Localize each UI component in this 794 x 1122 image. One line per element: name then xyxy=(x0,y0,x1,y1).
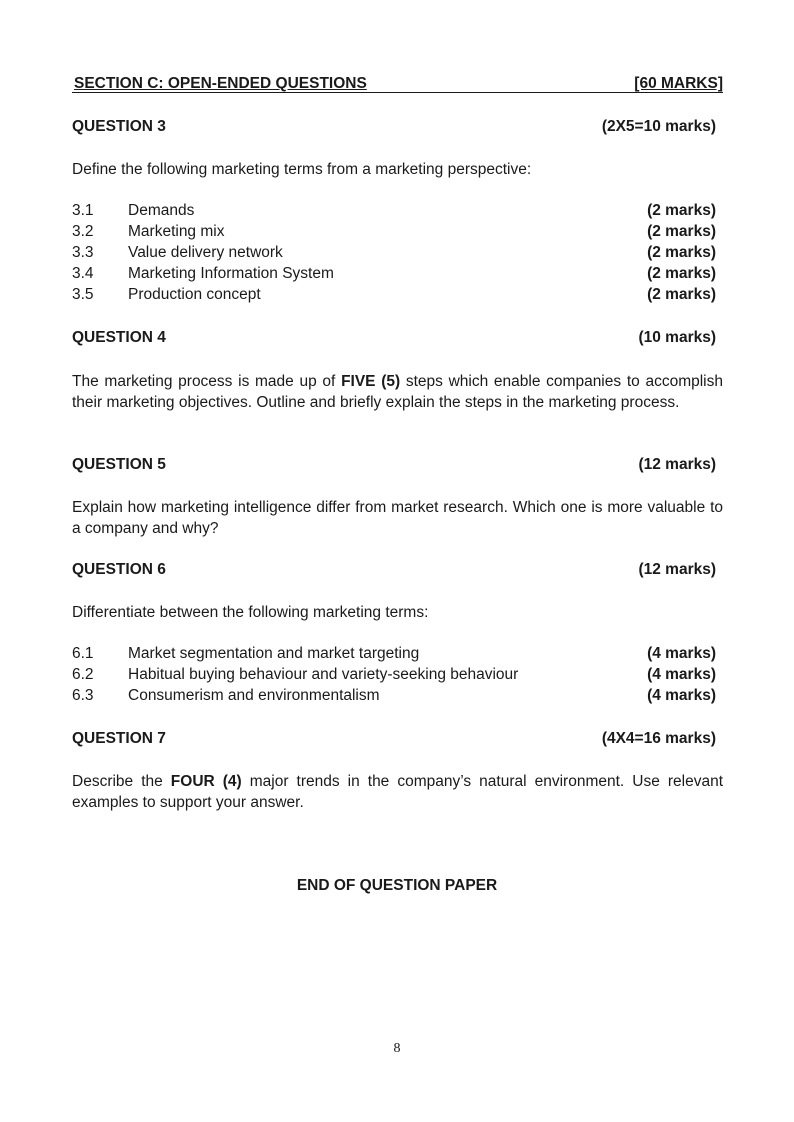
question-5-heading xyxy=(72,456,716,476)
question-7-text xyxy=(72,771,723,813)
item-number: 3.5 xyxy=(72,286,94,303)
question-5-label: QUESTION 5 xyxy=(72,456,166,473)
list-item xyxy=(72,202,716,222)
question-4-text xyxy=(72,371,723,413)
item-text: Habitual buying behaviour and variety-seeking behaviour xyxy=(128,666,519,683)
item-number: 3.1 xyxy=(72,202,94,219)
item-marks: (2 marks) xyxy=(647,265,716,282)
item-text: Marketing Information System xyxy=(128,265,334,282)
list-item xyxy=(72,666,716,686)
item-marks: (2 marks) xyxy=(647,286,716,303)
list-item xyxy=(72,286,716,306)
item-number: 6.1 xyxy=(72,645,94,662)
item-text: Consumerism and environmentalism xyxy=(128,687,380,704)
item-marks: (2 marks) xyxy=(647,202,716,219)
item-number: 3.4 xyxy=(72,265,94,282)
section-title: SECTION C: OPEN-ENDED QUESTIONS xyxy=(74,75,367,92)
question-5-text: Explain how marketing intelligence differ from market research. Which one is more valuable to a company and why? xyxy=(72,499,723,537)
question-7-label: QUESTION 7 xyxy=(72,730,166,747)
question-4-emphasis: FIVE (5) xyxy=(341,373,401,390)
page-number: 8 xyxy=(393,1041,401,1056)
question-3-intro: Define the following marketing terms from a marketing perspective: xyxy=(72,161,532,178)
question-4-text-before: The marketing process is made up of xyxy=(72,373,342,390)
question-7-text-after: major trends in the company’s natural environment. Use relevant examples to support your answer. xyxy=(72,773,724,811)
item-text: Value delivery network xyxy=(128,244,283,261)
item-marks: (2 marks) xyxy=(647,244,716,261)
item-text: Production concept xyxy=(128,286,261,303)
section-marks: [60 MARKS] xyxy=(634,75,723,92)
question-7-text-before: Describe the xyxy=(72,773,171,790)
question-4-heading xyxy=(72,329,716,349)
list-item xyxy=(72,223,716,243)
question-6-intro: Differentiate between the following marketing terms: xyxy=(72,604,429,621)
question-6-heading xyxy=(72,561,716,581)
question-3-heading xyxy=(72,118,716,138)
question-6-label: QUESTION 6 xyxy=(72,561,166,578)
question-7-emphasis: FOUR (4) xyxy=(170,773,242,790)
item-number: 6.2 xyxy=(72,666,94,683)
question-7-marks: (4X4=16 marks) xyxy=(601,730,716,747)
item-number: 6.3 xyxy=(72,687,94,704)
list-item xyxy=(72,244,716,264)
question-6-marks: (12 marks) xyxy=(638,561,716,578)
question-4-label: QUESTION 4 xyxy=(72,329,166,346)
item-number: 3.3 xyxy=(72,244,94,261)
item-text: Market segmentation and market targeting xyxy=(128,645,420,662)
item-marks: (4 marks) xyxy=(647,687,716,704)
item-number: 3.2 xyxy=(72,223,94,240)
item-marks: (2 marks) xyxy=(647,223,716,240)
list-item xyxy=(72,265,716,285)
question-4-marks: (10 marks) xyxy=(638,329,716,346)
question-4-text-after: steps which enable companies to accomplish their marketing objectives. Outline and briefly explain the steps in the marketing process. xyxy=(72,373,723,411)
list-item xyxy=(72,687,716,707)
list-item xyxy=(72,645,716,665)
question-3-label: QUESTION 3 xyxy=(72,118,166,135)
item-marks: (4 marks) xyxy=(647,645,716,662)
section-heading xyxy=(72,75,723,93)
end-of-paper: END OF QUESTION PAPER xyxy=(296,877,498,894)
item-text: Demands xyxy=(128,202,195,219)
question-5-marks: (12 marks) xyxy=(638,456,716,473)
question-7-heading xyxy=(72,730,716,750)
question-3-marks: (2X5=10 marks) xyxy=(601,118,716,135)
item-text: Marketing mix xyxy=(128,223,225,240)
item-marks: (4 marks) xyxy=(647,666,716,683)
